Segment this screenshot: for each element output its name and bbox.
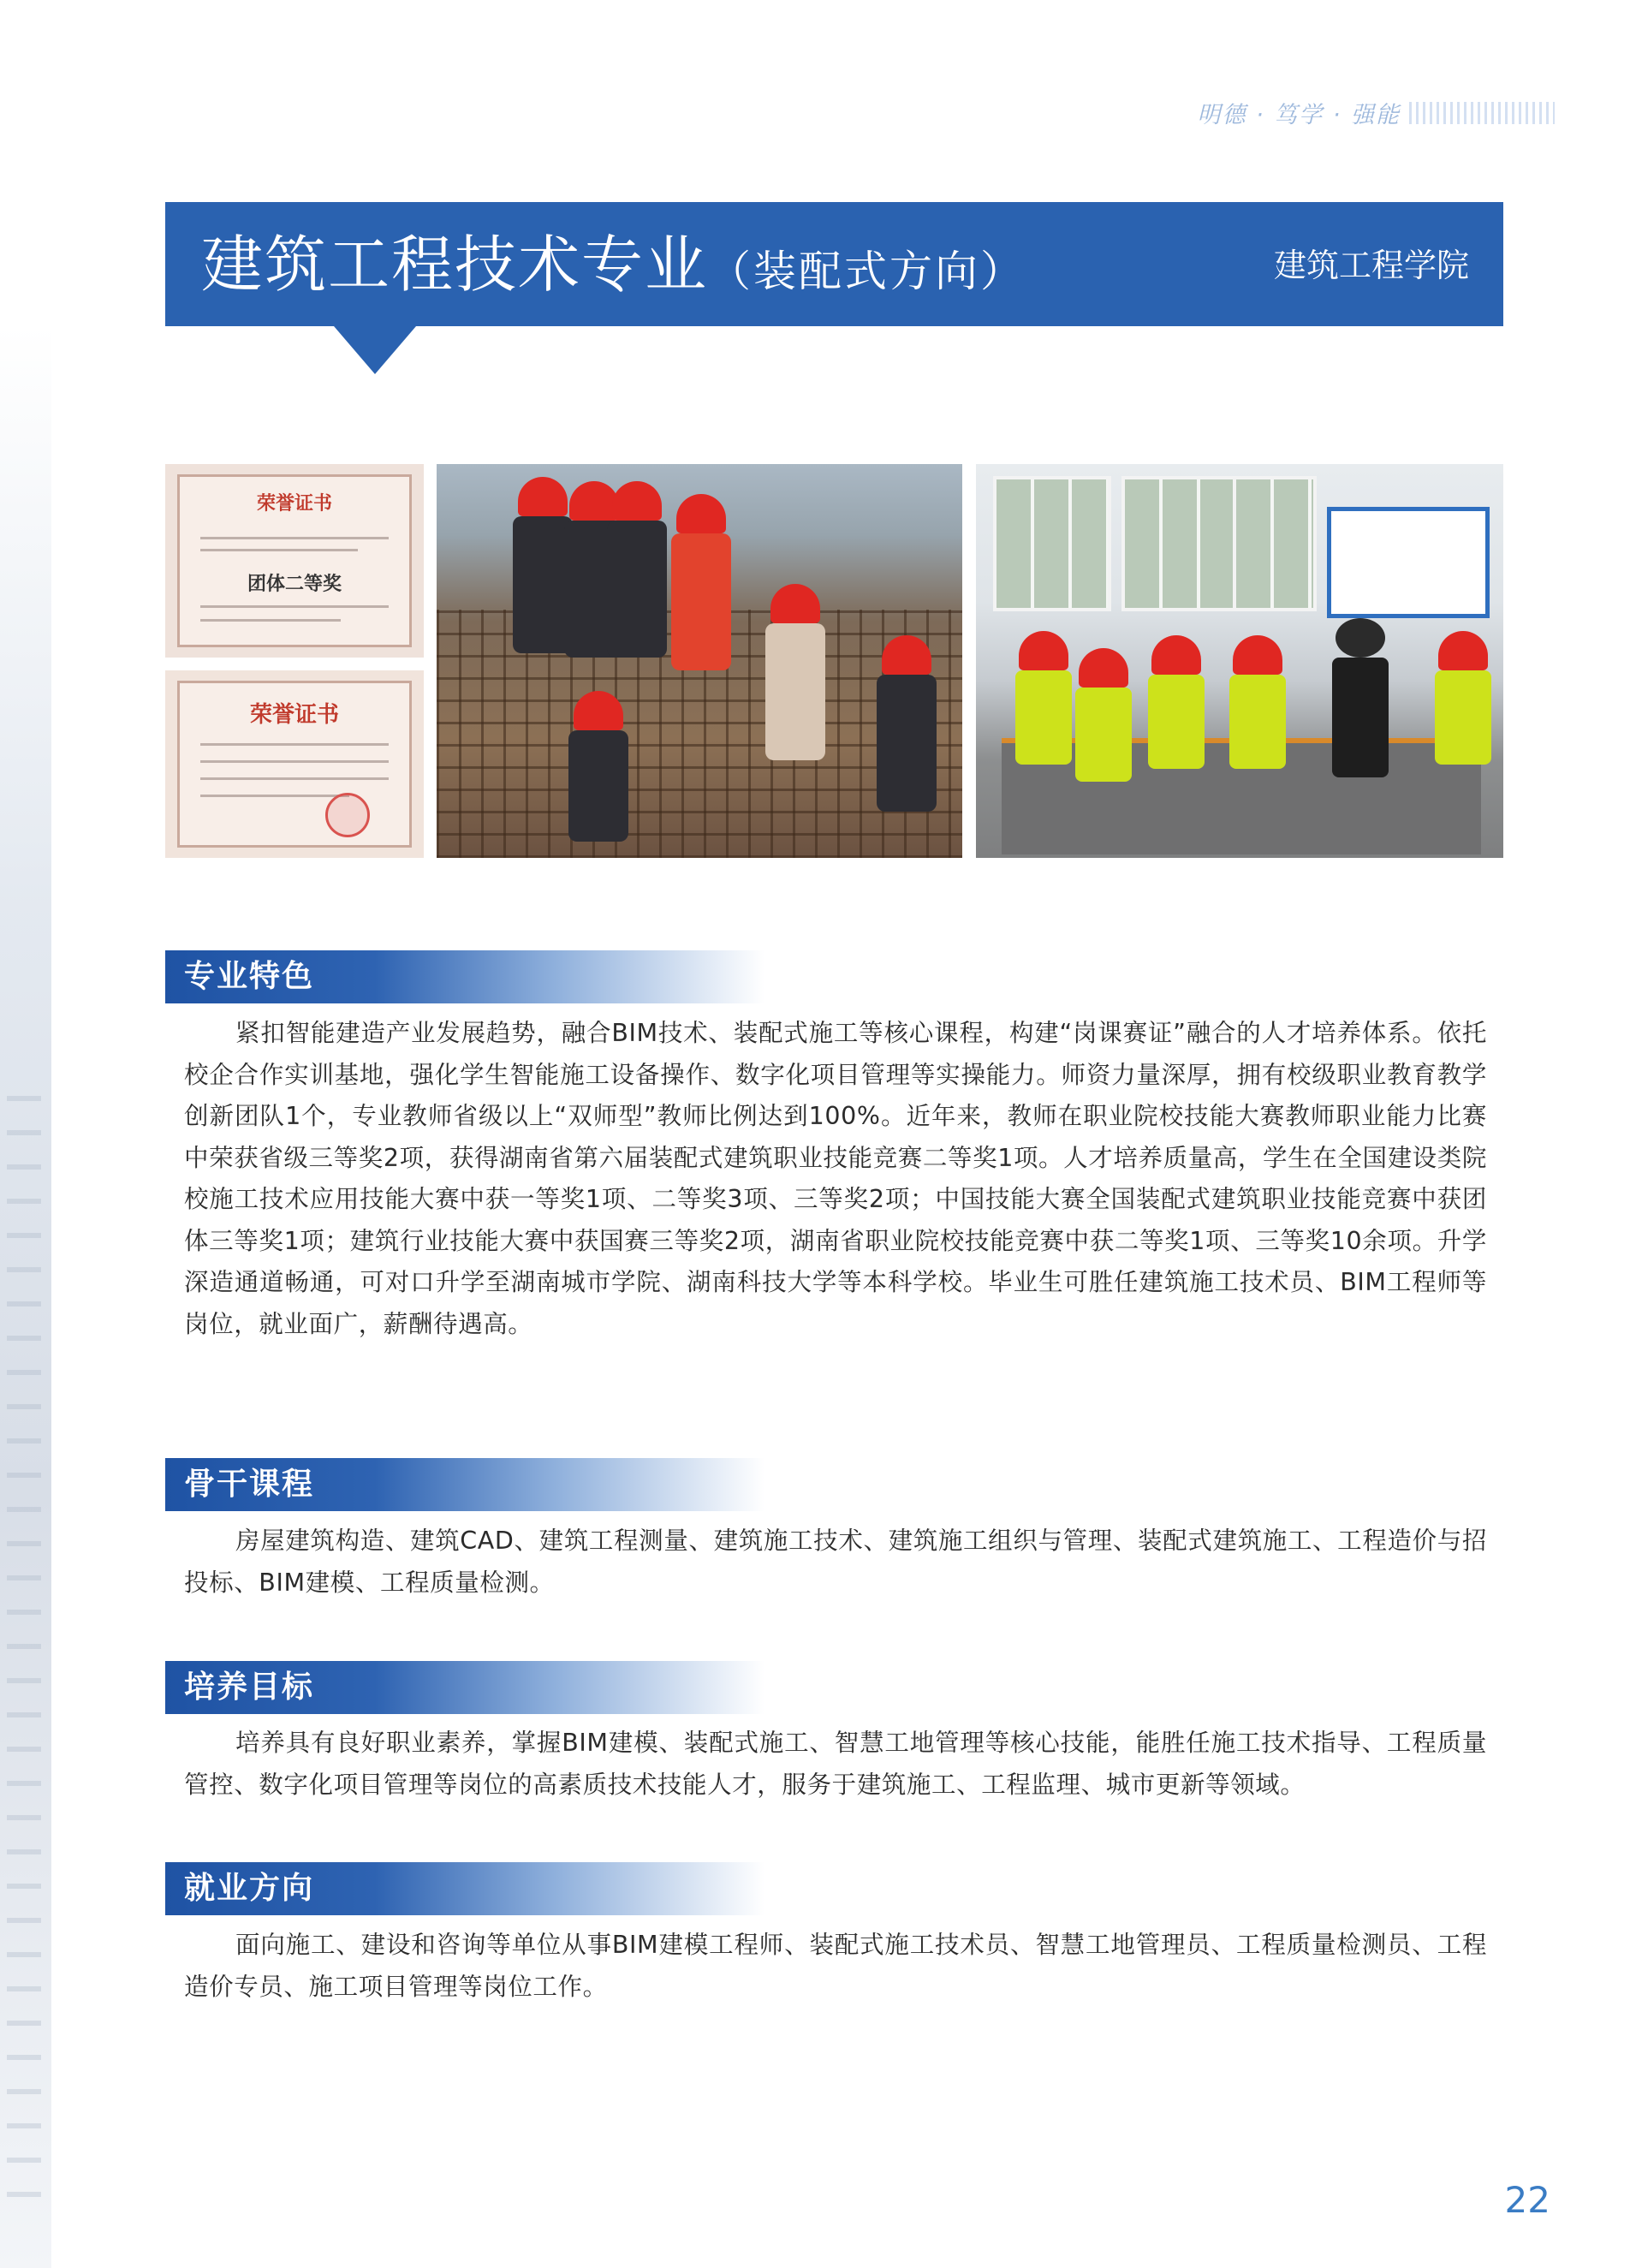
worker-figure [1233,635,1286,769]
banner-pointer [334,326,416,374]
worker-body [877,675,937,812]
red-helmet-icon [1233,635,1282,675]
skyline-logo-icon [1409,102,1555,124]
certificate-text-line [200,795,349,797]
worker-figure [1079,648,1132,782]
red-helmet-icon [882,635,931,675]
worker-figure [1438,631,1491,765]
red-helmet-icon [676,494,726,533]
section-heading-text: 就业方向 [184,1871,315,1906]
head-icon [1336,618,1385,658]
page-number: 22 [1504,2179,1550,2221]
certificate-text-line [200,537,389,539]
window [1121,476,1240,611]
worker-body [568,730,628,842]
section-heading-core-courses [165,1458,764,1511]
safety-vest [1015,670,1072,765]
red-helmet-icon [574,691,623,730]
red-helmet-icon [770,584,820,623]
section-heading-employment [165,1862,764,1915]
red-helmet-icon [1079,648,1128,688]
side-building-watermark [0,325,51,2268]
safety-vest [1435,670,1491,765]
certificate-photo-2 [165,670,424,858]
section-heading-training-goals [165,1661,764,1714]
certificate-text-line [200,777,389,780]
worker-figure [770,584,825,760]
construction-site-photo [437,464,962,858]
certificate-paper [177,681,412,848]
red-helmet-icon [518,477,568,516]
section-heading-text: 骨干课程 [184,1467,315,1502]
display-board [1327,507,1490,618]
section-body-employment: 面向施工、建设和咨询等单位从事BIM建模工程师、装配式施工技术员、智慧工地管理员、工程质量检测员、工程造价专员、施工项目管理等岗位工作。 [184,1931,1487,2001]
certificate-text-line [200,760,389,763]
section-body-core-courses: 房屋建筑构造、建筑CAD、建筑工程测量、建筑施工技术、建筑施工组织与管理、装配式建筑施工、工程造价与招投标、BIM建模、工程质量检测。 [184,1527,1487,1597]
worker-figure [574,691,628,842]
red-helmet-icon [1019,631,1068,670]
section-heading-text: 专业特色 [184,959,315,994]
safety-vest [1148,675,1205,769]
certificate-photo-1 [165,464,424,658]
page-title [201,228,1026,308]
worker-figure [1019,631,1072,765]
worker-figure [882,635,937,812]
window [993,476,1111,611]
window [1233,476,1317,611]
section-body-training-goals: 培养具有良好职业素养，掌握BIM建模、装配式施工、智慧工地管理等核心技能，能胜任施工技术指导、工程质量管控、数字化项目管理等岗位的高素质技术技能人才，服务于建筑施工、工程监理、城市更新等领域。 [184,1729,1487,1799]
certificate-text-line [200,549,358,551]
instructor-body [1332,658,1389,777]
major-direction: （装配式方向） [708,247,1026,296]
title-banner [165,202,1503,326]
worker-figure [612,481,667,658]
red-helmet-icon [1151,635,1201,675]
safety-vest [1229,675,1286,769]
worker-body [607,521,667,658]
major-name: 建筑工程技术专业 [201,229,709,301]
section-body-features: 紧扣智能建造产业发展趋势，融合BIM技术、装配式施工等核心课程，构建“岗课赛证”融合的人才培养体系。依托校企合作实训基地，强化学生智能施工设备操作、数字化项目管理等实操能力。师资力量深厚，拥有校级职业教育教学创新团队1个，专业教师省级以上“双师型”教师比例达到100%。近年来，教师在职业院校技能大赛教师职业能力比赛中荣获省级三等奖2项，获得湖南省第六届装配式建筑职业技能竞赛二等奖1项。人才培养质量高，学生在全国建设类院校施工技术应用技能大赛中获一等奖1项、二等奖3项、三等奖2项；中国技能大赛全国装配式建筑职业技能竞赛中获团体三等奖1项；建筑行业技能大赛中获国赛三等奖2项，湖南省职业院校技能竞赛中获二等奖1项、三等奖10余项。升学深造通道畅通，可对口升学至湖南城市学院、湖南科技大学等本科学校。毕业生可胜任建筑施工技术员、BIM工程师等岗位，就业面广，薪酬待遇高。 [184,1019,1487,1338]
section-heading-text: 培养目标 [184,1670,315,1705]
worker-body [671,533,731,670]
training-room-photo [976,464,1503,858]
certificate-title: 荣誉证书 [249,702,339,728]
certificate-title: 荣誉证书 [256,492,332,515]
certificate-paper [177,474,412,647]
worker-figure [1151,635,1205,769]
worker-figure [676,494,731,670]
red-helmet-icon [612,481,662,521]
certificate-text-line [200,605,389,608]
red-seal-icon [325,793,370,837]
red-helmet-icon [1438,631,1488,670]
section-heading-features [165,950,764,1003]
certificate-text-line [200,619,341,622]
safety-vest [1075,688,1132,782]
header-motto [1198,96,1556,129]
worker-body [765,623,825,760]
certificate-award: 团体二等奖 [247,573,342,595]
college-name: 建筑工程学院 [1273,247,1469,284]
instructor-figure [1336,618,1389,777]
motto-text: 明德 · 笃学 · 强能 [1197,102,1401,128]
certificate-text-line [200,743,389,746]
